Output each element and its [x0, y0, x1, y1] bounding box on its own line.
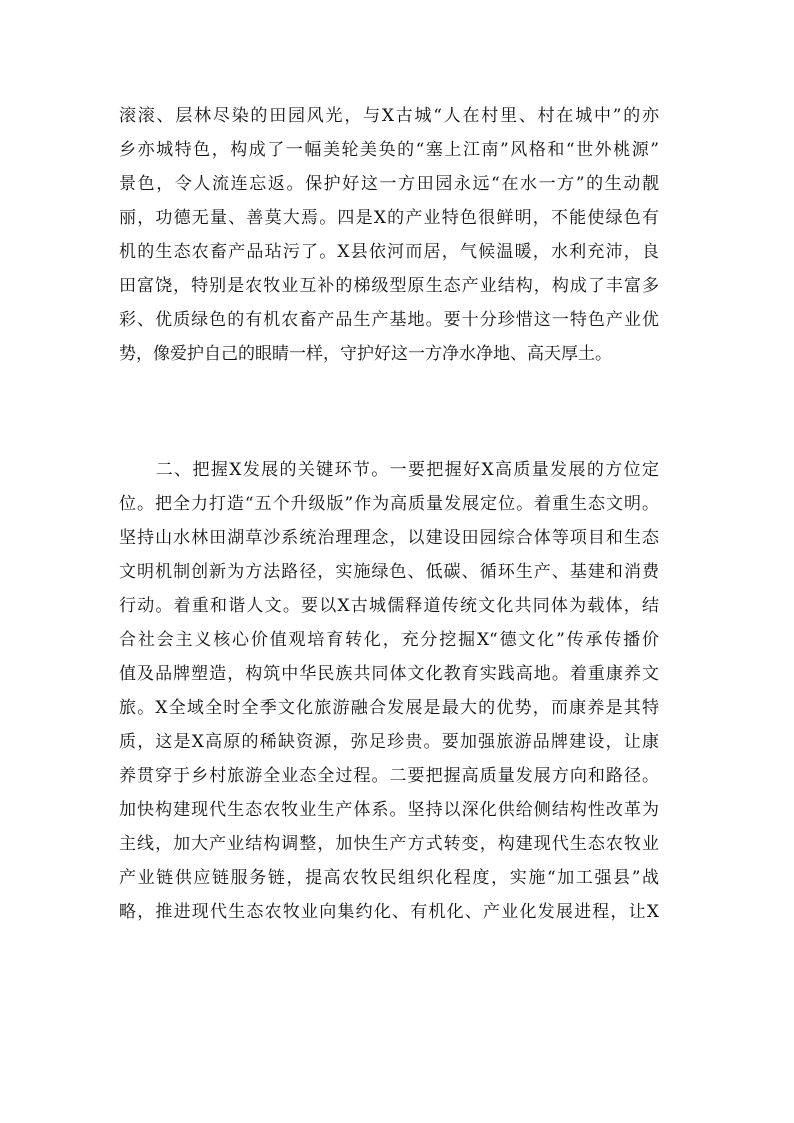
paragraph-2: [119, 453, 659, 929]
text-line: 旅。X全域全时全季文化旅游融合发展是最大的优势，而康养是其特: [119, 698, 659, 718]
text-line: 行动。着重和谐人文。要以X古城儒释道传统文化共同体为载体，结: [119, 596, 659, 616]
text-line: 略，推进现代生态农牧业向集约化、有机化、产业化发展进程，让X: [119, 902, 659, 922]
text-line: 机的生态农畜产品玷污了。X县依河而居，气候温暖，水利充沛，良: [119, 242, 659, 262]
text-line: 质，这是X高原的稀缺资源，弥足珍贵。要加强旅游品牌建设，让康: [119, 732, 659, 752]
text-line: 势，像爱护自己的眼睛一样，守护好这一方净水净地、高天厚土。: [119, 344, 612, 364]
text-line: 景色，令人流连忘返。保护好这一方田园永远“在水一方”的生动靓: [119, 174, 659, 194]
text-line: 产业链供应链服务链，提高农牧民组织化程度，实施“加工强县”战: [119, 868, 659, 888]
text-line: 位。把全力打造“五个升级版”作为高质量发展定位。着重生态文明。: [119, 494, 659, 514]
text-line: 田富饶，特别是农牧业互补的梯级型原生态产业结构，构成了丰富多: [119, 276, 659, 296]
text-line: 养贯穿于乡村旅游全业态全过程。二要把握高质量发展方向和路径。: [119, 766, 659, 786]
text-line: 乡亦城特色，构成了一幅美轮美奂的“塞上江南”风格和“世外桃源”: [119, 140, 659, 160]
text-line: 丽，功德无量、善莫大焉。四是X的产业特色很鲜明，不能使绿色有: [119, 208, 659, 228]
text-line: 滚滚、层林尽染的田园风光，与X古城“人在村里、村在城中”的亦: [119, 106, 659, 126]
paragraph-1: [119, 99, 659, 371]
text-line: 坚持山水林田湖草沙系统治理理念，以建设田园综合体等项目和生态: [119, 528, 659, 548]
text-line: 合社会主义核心价值观培育转化，充分挖掘X“德文化”传承传播价: [119, 630, 659, 650]
text-line: 值及品牌塑造，构筑中华民族共同体文化教育实践高地。着重康养文: [119, 664, 659, 684]
text-line: 文明机制创新为方法路径，实施绿色、低碳、循环生产、基建和消费: [119, 562, 659, 582]
text-line: 彩、优质绿色的有机农畜产品生产基地。要十分珍惜这一特色产业优: [119, 310, 659, 330]
text-line: 二、把握X发展的关键环节。一要把握好X高质量发展的方位定: [119, 460, 659, 480]
text-line: 加快构建现代生态农牧业生产体系。坚持以深化供给侧结构性改革为: [119, 800, 659, 820]
text-line: 主线，加大产业结构调整，加快生产方式转变，构建现代生态农牧业: [119, 834, 659, 854]
